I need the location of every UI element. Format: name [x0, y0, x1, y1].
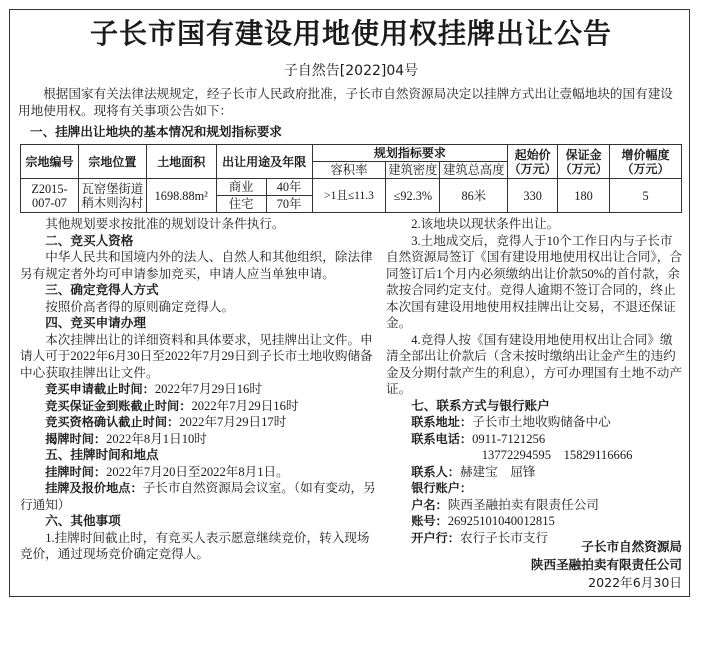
signature-org1: 子长市自然资源局 — [581, 539, 682, 554]
bank-account-heading: 银行账户： — [411, 481, 473, 495]
td-plot-ratio: >1且≤11.3 — [312, 179, 386, 213]
opening-bank: 开户行：农行子长市支行 — [411, 530, 549, 545]
account-name: 户名：陕西圣融拍卖有限责任公司 — [411, 497, 599, 512]
other-item2: 2.该地块以现状条件出让。 — [411, 217, 560, 231]
td-area: 1698.88m² — [146, 179, 216, 213]
section4-text: 本次挂牌出让的详细资料和具体要求，见挂牌出让文件。申请人可于2022年6月30日至2022年7月29日到子长市土地收购储备中心获取挂牌出让文件。 — [20, 332, 373, 380]
td-use-2: 住宅 — [216, 196, 266, 213]
td-height: 86米 — [440, 179, 508, 213]
other-item4: 4.竞得人按《国有建设用地使用权出让合同》缴清全部出让价款后（含未按时缴纳出让金产生的违约金及分期付款产生的利息），方可办理国有土地不动产证。 — [386, 332, 682, 396]
th-density: 建筑密度 — [386, 162, 440, 179]
other-requirements: 其他规划要求按批准的规划设计条件执行。 — [45, 217, 285, 231]
contact-address: 联系地址：子长市土地收购储备中心 — [411, 415, 611, 429]
left-column — [20, 216, 376, 563]
section6-title: 六、其他事项 — [45, 513, 121, 528]
account-number: 账号：26925101040012815 — [411, 514, 555, 528]
signature-org2: 陕西圣融拍卖有限责任公司 — [530, 557, 682, 572]
contact-person: 联系人：赫建宝 屈锋 — [411, 464, 536, 479]
notice-title: 子长市国有建设用地使用权挂牌出让公告 — [89, 17, 612, 50]
td-deposit: 180 — [558, 179, 610, 213]
th-planning: 规划指标要求 — [312, 145, 508, 162]
td-start-price: 330 — [508, 179, 558, 213]
th-height: 建筑总高度 — [440, 162, 508, 179]
td-term-2: 70年 — [266, 196, 312, 213]
th-increment: 增价幅度（万元） — [610, 145, 682, 179]
deadline-apply: 竞买申请截止时间：2022年7月29日16时 — [45, 382, 262, 396]
th-area: 土地面积 — [146, 145, 216, 179]
section3-title: 三、确定竞得人方式 — [45, 282, 159, 297]
deadline-deposit: 竞买保证金到账截止时间：2022年7月29日16时 — [45, 398, 299, 413]
th-deposit: 保证金（万元） — [558, 145, 610, 179]
listing-time: 挂牌时间：2022年7月20日至2022年8月1日。 — [45, 464, 289, 479]
td-location: 瓦窑堡街道稍木则沟村 — [78, 179, 146, 213]
doc-number: 子自然告[2022]04号 — [283, 63, 419, 79]
section6-item1: 1.挂牌时间截止时，有竞买人表示愿意继续竞价，转入现场竞价，通过现场竞价确定竞得人。 — [20, 530, 370, 561]
other-item3: 3.土地成交后，竞得人于10个工作日内与子长市自然资源局签订《国有建设用地使用权出让合同》，合同签订后1个月内必须缴纳出让价款50%的首付款，余款按合同约定支付。竞得人逾期不签订合同的，终止本次国有建设用地使用权挂牌出让交易，不退还保证金。 — [386, 233, 682, 330]
section4-title: 四、竞买申请办理 — [45, 315, 146, 330]
td-increment: 5 — [610, 179, 682, 213]
th-start-price: 起始价（万元） — [508, 145, 558, 179]
th-location: 宗地位置 — [78, 145, 146, 179]
td-parcel-no: Z2015-007-07 — [21, 179, 79, 213]
parcel-table — [20, 144, 682, 213]
section5-title: 五、挂牌时间和地点 — [45, 447, 159, 462]
td-use-1: 商业 — [216, 179, 266, 196]
td-term-1: 40年 — [266, 179, 312, 196]
contact-phone-mobile: 13772294595 15829116666 — [481, 448, 633, 462]
reveal-time: 揭牌时间：2022年8月1日10时 — [45, 431, 207, 446]
section7-title: 七、联系方式与银行账户 — [411, 397, 550, 413]
right-column — [386, 216, 682, 546]
signature-date: 2022年6月30日 — [588, 575, 682, 590]
contact-phone: 联系电话：0911-7121256 — [411, 431, 546, 446]
th-use-term: 出让用途及年限 — [216, 145, 312, 179]
section1-title: 一、挂牌出让地块的基本情况和规划指标要求 — [30, 124, 282, 139]
section2-text: 中华人民共和国境内外的法人、自然人和其他组织，除法律另有规定者外均可申请参加竞买，申请人应当单独申请。 — [20, 250, 373, 281]
section2-title: 二、竞买人资格 — [45, 232, 134, 248]
deadline-confirm: 竞买资格确认截止时间：2022年7月29日17时 — [45, 415, 287, 429]
th-parcel-no: 宗地编号 — [21, 145, 79, 179]
intro-paragraph: 根据国家有关法律法规规定，经子长市人民政府批准，子长市自然资源局决定以挂牌方式出让壹幅地块的国有建设用地使用权。现将有关事项公告如下： — [18, 87, 673, 118]
th-plot-ratio: 容积率 — [312, 162, 386, 179]
signature-block — [531, 538, 682, 592]
listing-place: 挂牌及报价地点：子长市自然资源局会议室。（如有变动，另行通知） — [20, 481, 376, 512]
section3-text: 按照价高者得的原则确定竞得人。 — [45, 299, 235, 314]
td-density: ≤92.3% — [386, 179, 440, 213]
